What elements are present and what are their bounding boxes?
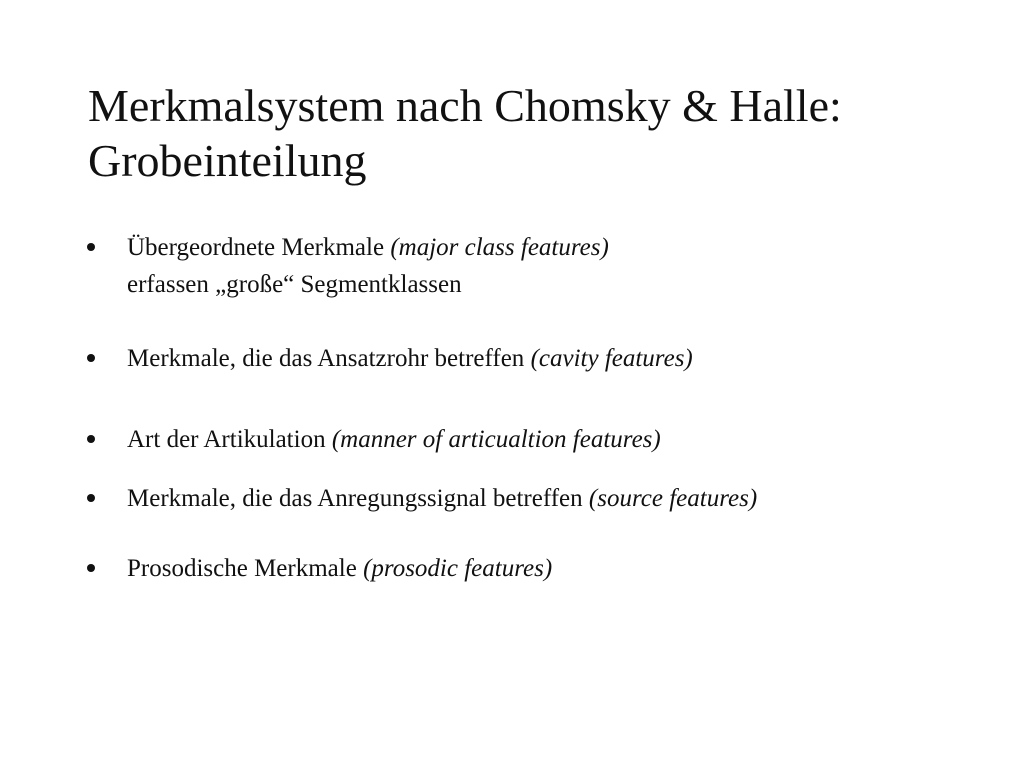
bullet-line — [127, 229, 609, 266]
bullet-line — [127, 421, 661, 458]
bullet-dot-icon — [87, 243, 95, 251]
title-line-2: Grobeinteilung — [88, 135, 367, 186]
bullet-english-term: (major class features) — [390, 234, 609, 261]
bullet-main-text: Übergeordnete Merkmale — [127, 234, 391, 261]
bullet-line — [127, 480, 757, 517]
bullet-line — [127, 550, 552, 587]
bullet-text — [127, 480, 757, 517]
bullet-dot-icon — [87, 354, 95, 362]
bullet-english-term: (manner of articualtion features) — [331, 426, 661, 453]
bullet-dot-icon — [87, 435, 95, 443]
title-line-1: Merkmalsystem nach Chomsky & Halle: — [88, 80, 842, 131]
bullet-main-text: Prosodische Merkmale — [127, 555, 364, 582]
bullet-dot-icon — [87, 494, 95, 502]
bullet-main-text: Merkmale, die das Ansatzrohr betreffen — [127, 345, 531, 372]
bullet-text — [127, 421, 661, 458]
bullet-text — [127, 229, 609, 303]
bullet-second-line: erfassen „große“ Segmentklassen — [127, 271, 462, 298]
bullet-english-term: (prosodic features) — [363, 555, 553, 582]
bullet-english-term: (source features) — [588, 485, 758, 512]
bullet-main-text: Merkmale, die das Anregungssignal betreffen — [127, 485, 589, 512]
bullet-text — [127, 340, 693, 377]
bullet-english-term: (cavity features) — [530, 345, 693, 372]
bullet-line — [127, 340, 693, 377]
bullet-main-text: Art der Artikulation — [127, 426, 332, 453]
bullet-text — [127, 550, 552, 587]
bullet-dot-icon — [87, 564, 95, 572]
